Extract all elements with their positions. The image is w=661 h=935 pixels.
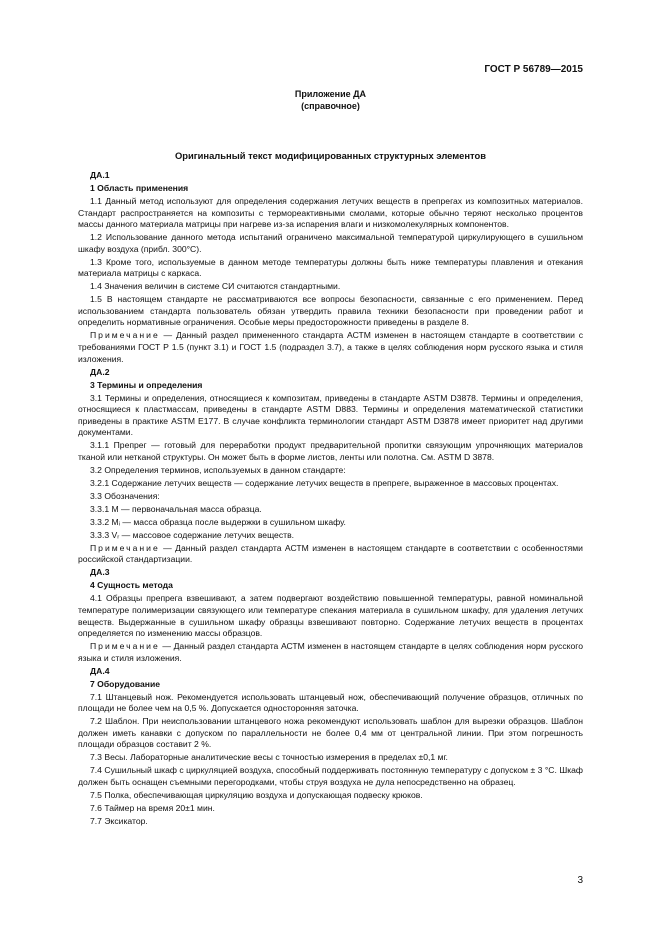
- note-text: — Данный раздел стандарта АСТМ изменен в настоящем стандарте в соответствии с особенностями российской стандартизации.: [78, 542, 583, 565]
- note-paragraph: [78, 330, 583, 365]
- paragraph: 3.2.1 Содержание летучих веществ — содержание летучих веществ в препреге, выраженное в массовых процентах.: [90, 477, 559, 488]
- section-heading: ДА.2: [90, 366, 110, 377]
- note-paragraph: [78, 641, 583, 664]
- section-heading: ДА.3: [90, 567, 110, 578]
- note-label: Примечание: [90, 330, 160, 341]
- paragraph: 3.3 Обозначения:: [90, 490, 160, 501]
- paragraph: 1.5 В настоящем стандарте не рассматриваются все вопросы безопасности, связанные с его применением. Перед использованием стандарта пользователь обязан утвердить правила техники безопасности при проведении работ и определить нормативные ограничения. Особые меры предосторожности приведены в разделе 8.: [78, 294, 583, 328]
- paragraph: 1.4 Значения величин в системе СИ считаются стандартными.: [90, 281, 341, 292]
- section-heading: ДА.1: [90, 170, 110, 180]
- note-label: Примечание: [90, 542, 160, 553]
- paragraph: 3.3.2 Mᵢ — масса образца после выдержки в сушильном шкафу.: [90, 516, 346, 527]
- standard-number: ГОСТ Р 56789—2015: [484, 64, 583, 75]
- section-heading: 7 Оборудование: [90, 678, 161, 689]
- paragraph: 3.1.1 Препрег — готовый для переработки продукт предварительной пропитки связующим упрочняющих материалов тканой или нетканой структуры. Он может быть в форме листов, ленты или полотна. См. ASTM D 3878.: [78, 440, 583, 462]
- note-text: — Данный раздел стандарта АСТМ изменен в настоящем стандарте в целях соблюдения норм русского языка и стиля изложения.: [78, 641, 583, 663]
- section-heading: 4 Сущность метода: [90, 580, 173, 591]
- paragraph: 7.4 Сушильный шкаф с циркуляцией воздуха, способный поддерживать постоянную температуру с допуском ± 3 °С. Шкаф должен быть оснащен съемными перегородками, чтобы струя воздуха не дула непосредственно на образец.: [78, 765, 583, 788]
- note-text: — Данный раздел примененного стандарта АСТМ изменен в настоящем стандарте в соответствии с требованиями ГОСТ Р 1.5 (пункт 3.1) и ГОСТ 1.5 (подраздел 3.7), а также в целях соблюдения норм русского языка и стиля изложения.: [78, 330, 583, 364]
- paragraph: 7.7 Эксикатор.: [90, 815, 148, 826]
- section-heading: 3 Термины и определения: [90, 379, 203, 390]
- paragraph: 7.6 Таймер на время 20±1 мин.: [90, 803, 215, 813]
- note-paragraph: [78, 543, 583, 566]
- paragraph: 1.2 Использование данного метода испытаний ограничено максимальной температурой циркулирующего в сушильном шкафу воздуха (прибл. 300°C).: [78, 232, 583, 254]
- annex-title: Приложение ДА: [294, 89, 367, 99]
- page-number: 3: [577, 875, 583, 887]
- section-heading: 1 Область применения: [90, 182, 189, 193]
- paragraph: 1.1 Данный метод используют для определения содержания летучих веществ в препрегах из композитных материалов. Стандарт распространяется на композиты с термореактивными смолами, которые обычно теряют несколько процентов массы данного материала матрицы при нагреве из-за испарения влаги и низкомолекулярных компонентов.: [78, 195, 583, 230]
- section-heading: ДА.4: [90, 665, 110, 676]
- annex-subtitle: (справочное): [301, 101, 360, 111]
- paragraph: 7.3 Весы. Лабораторные аналитические весы с точностью измерения в пределах ±0,1 мг.: [90, 752, 448, 763]
- paragraph: 7.2 Шаблон. При неиспользовании штанцевого ножа рекомендуют использовать шаблон для вырезки образцов. Шаблон должен иметь канавки с допуском по параллельности не более 0,4 мм от центральной линии. При этом погрешность площади образцов составит 2 %.: [78, 716, 583, 750]
- paragraph: 7.1 Штанцевый нож. Рекомендуется использовать штанцевый нож, обеспечивающий получение образцов, отличных по площади не более чем на 0,5 %. Допускается односторонняя заточка.: [78, 691, 583, 714]
- paragraph: 3.2 Определения терминов, используемых в данном стандарте:: [90, 464, 346, 475]
- note-label: Примечание: [90, 641, 160, 652]
- paragraph: 3.3.1 M — первоначальная масса образца.: [90, 503, 262, 514]
- annex-heading: [0, 88, 661, 112]
- document-title: Оригинальный текст модифицированных структурных элементов: [174, 150, 487, 161]
- paragraph: 4.1 Образцы препрега взвешивают, а затем подвергают воздействию повышенной температуры, равной номинальной температуре полимеризации связующего или температуре спекания материала в сушильном шкафу, для удаления летучих веществ. Выдержанные в сушильном шкафу образцы взвешивают повторно. Содержание летучих веществ в процентах определяется по изменению массы образцов.: [78, 593, 583, 639]
- paragraph: 1.3 Кроме того, используемые в данном методе температуры должны быть ниже температуры плавления и отекания материала матрицы с каркаса.: [78, 256, 583, 279]
- paragraph: 3.1 Термины и определения, относящиеся к композитам, приведены в стандарте ASTM D3878. Термины и определения, относящиеся к пластмассам, приведены в стандарте ASTM D883. Термины и определения математической статистики приведены в практике ASTM E177. В случае конфликта терминологии стандарт ASTM D3878 имеет приоритет над другими документами.: [78, 392, 583, 438]
- paragraph: 7.5 Полка, обеспечивающая циркуляцию воздуха и допускающая подвеску крюков.: [90, 790, 423, 801]
- document-body: [78, 170, 583, 829]
- paragraph: 3.3.3 Vᵣ — массовое содержание летучих веществ.: [90, 529, 295, 540]
